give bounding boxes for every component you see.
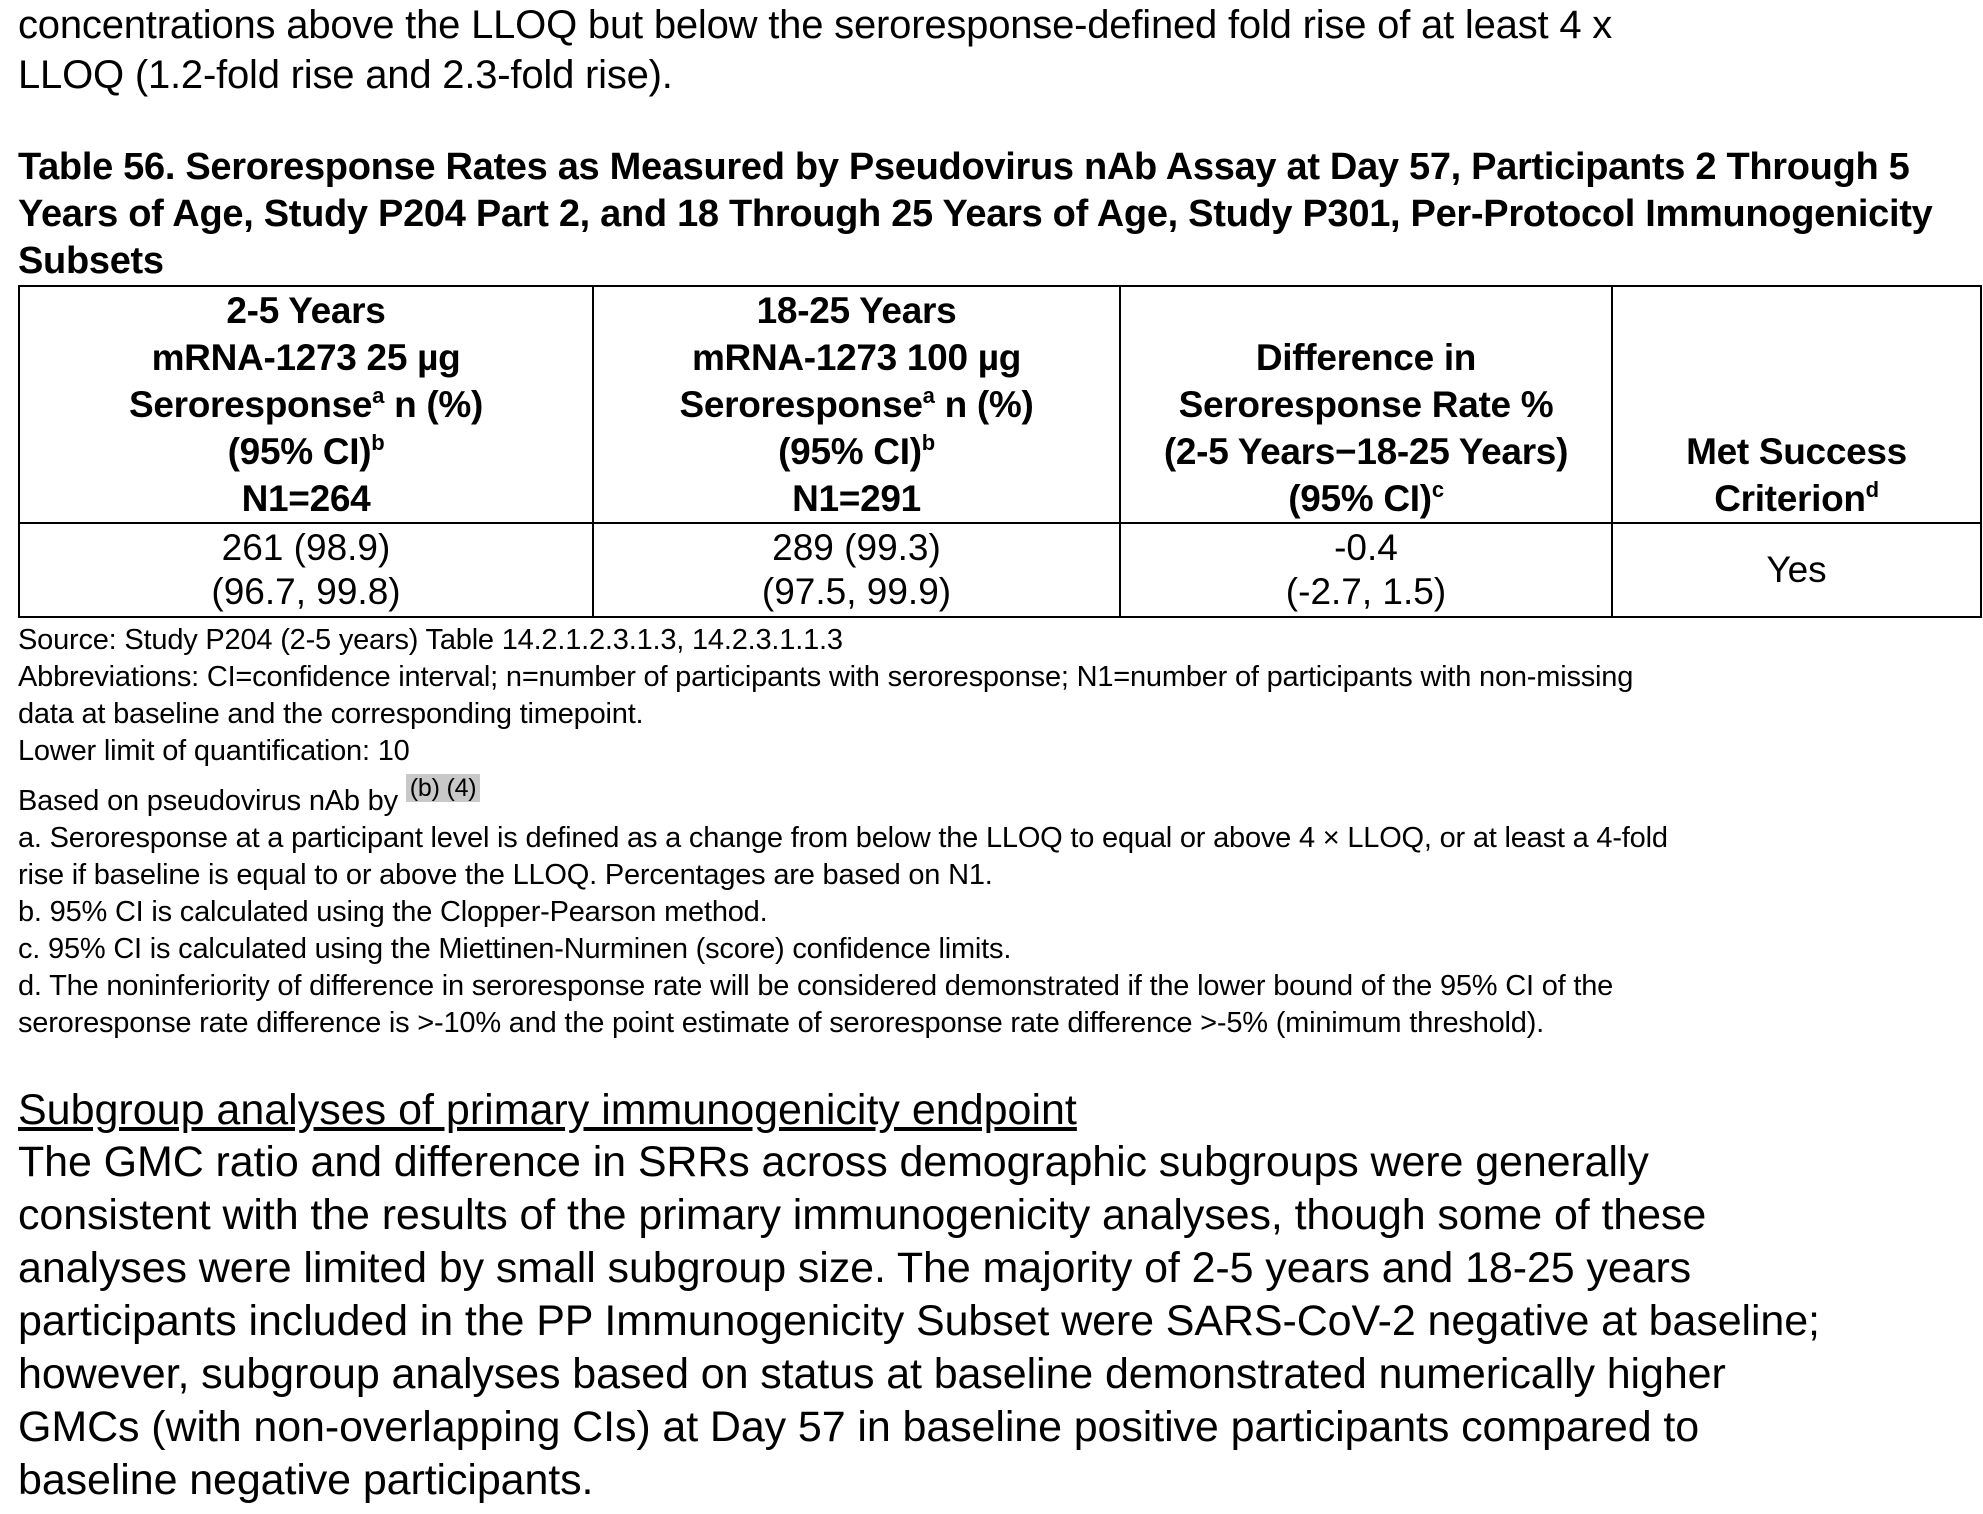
abbreviations-note: Abbreviations: CI=confidence interval; n=number of participants with seroresponse; N1=number of participants with non-missing bbox=[18, 661, 1634, 693]
lloq-note: Lower limit of quantification: 10 bbox=[18, 735, 410, 767]
section-heading: Subgroup analyses of primary immunogenicity endpoint bbox=[18, 1086, 1077, 1134]
cell-18-25-years: 289 (99.3) (97.5, 99.9) bbox=[593, 523, 1120, 617]
header-met-success: Met Success Criterion$^d$ bbox=[1612, 286, 1981, 523]
cell-met-success: Yes bbox=[1612, 523, 1981, 617]
footnote-b: b. 95% CI is calculated using the Clopper-Pearson method. bbox=[18, 896, 768, 928]
intro-line: LLOQ (1.2-fold rise and 2.3-fold rise). bbox=[18, 53, 673, 97]
table-footnotes bbox=[18, 622, 1968, 1042]
footnote-c: c. 95% CI is calculated using the Miettinen-Nurminen (score) confidence limits. bbox=[18, 933, 1012, 965]
footnote-a-cont: rise if baseline is equal to or above the LLOQ. Percentages are based on N1. bbox=[18, 859, 993, 891]
header-2-5-years: 2-5 Years mRNA-1273 25 µg Seroresponse$^a$ n (%) (95% CI)$^b$ N1=264 bbox=[19, 286, 593, 523]
footnote-d-cont: seroresponse rate difference is >-10% and the point estimate of seroresponse rate difference >-5% (minimum threshold). bbox=[18, 1007, 1545, 1039]
intro-paragraph bbox=[18, 0, 1968, 100]
assay-note: Based on pseudovirus nAb by (b) (4) bbox=[18, 770, 1968, 820]
document-page bbox=[18, 0, 1968, 1507]
source-note: Source: Study P204 (2-5 years) Table 14.2.1.2.3.1.3, 14.2.3.1.1.3 bbox=[18, 624, 843, 656]
cell-difference: -0.4 (-2.7, 1.5) bbox=[1120, 523, 1612, 617]
intro-line: concentrations above the LLOQ but below the seroresponse-defined fold rise of at least 4 x bbox=[18, 3, 1613, 47]
redaction-mark: (b) (4) bbox=[406, 774, 481, 802]
header-difference: Difference in Seroresponse Rate % (2-5 Years−18-25 Years) (95% CI)$^c$ bbox=[1120, 286, 1612, 523]
seroresponse-table bbox=[18, 285, 1982, 618]
footnote-d: d. The noninferiority of difference in seroresponse rate will be considered demonstrated if the lower bound of the 95% CI of the bbox=[18, 970, 1614, 1002]
cell-2-5-years: 261 (98.9) (96.7, 99.8) bbox=[19, 523, 593, 617]
footnote-a: a. Seroresponse at a participant level is defined as a change from below the LLOQ to equal or above 4 × LLOQ, or at least a 4-fold bbox=[18, 822, 1668, 854]
abbreviations-note-cont: data at baseline and the corresponding timepoint. bbox=[18, 698, 644, 730]
section-body: The GMC ratio and difference in SRRs across demographic subgroups were generally consistent with the results of the primary immunogenicity analyses, though some of these analyses were limited by small subgroup size. The majority of 2-5 years and 18-25 years participants included in the PP Immunogenicity Subset were SARS-CoV-2 negative at baseline; however, subgroup analyses based on status at baseline demonstrated numerically higher GMCs (with non-overlapping CIs) at Day 57 in baseline positive participants compared to baseline negative participants. bbox=[18, 1138, 1820, 1504]
table-row bbox=[19, 523, 1981, 617]
table-header-row bbox=[19, 286, 1981, 523]
header-18-25-years: 18-25 Years mRNA-1273 100 µg Seroresponse$^a$ n (%) (95% CI)$^b$ N1=291 bbox=[593, 286, 1120, 523]
table-title: Table 56. Seroresponse Rates as Measured by Pseudovirus nAb Assay at Day 57, Participants 2 Through 5 Years of Age, Study P204 Part 2, and 18 Through 25 Years of Age, Study P301, Per-Protocol Immunogenicity Subsets bbox=[18, 146, 1933, 282]
